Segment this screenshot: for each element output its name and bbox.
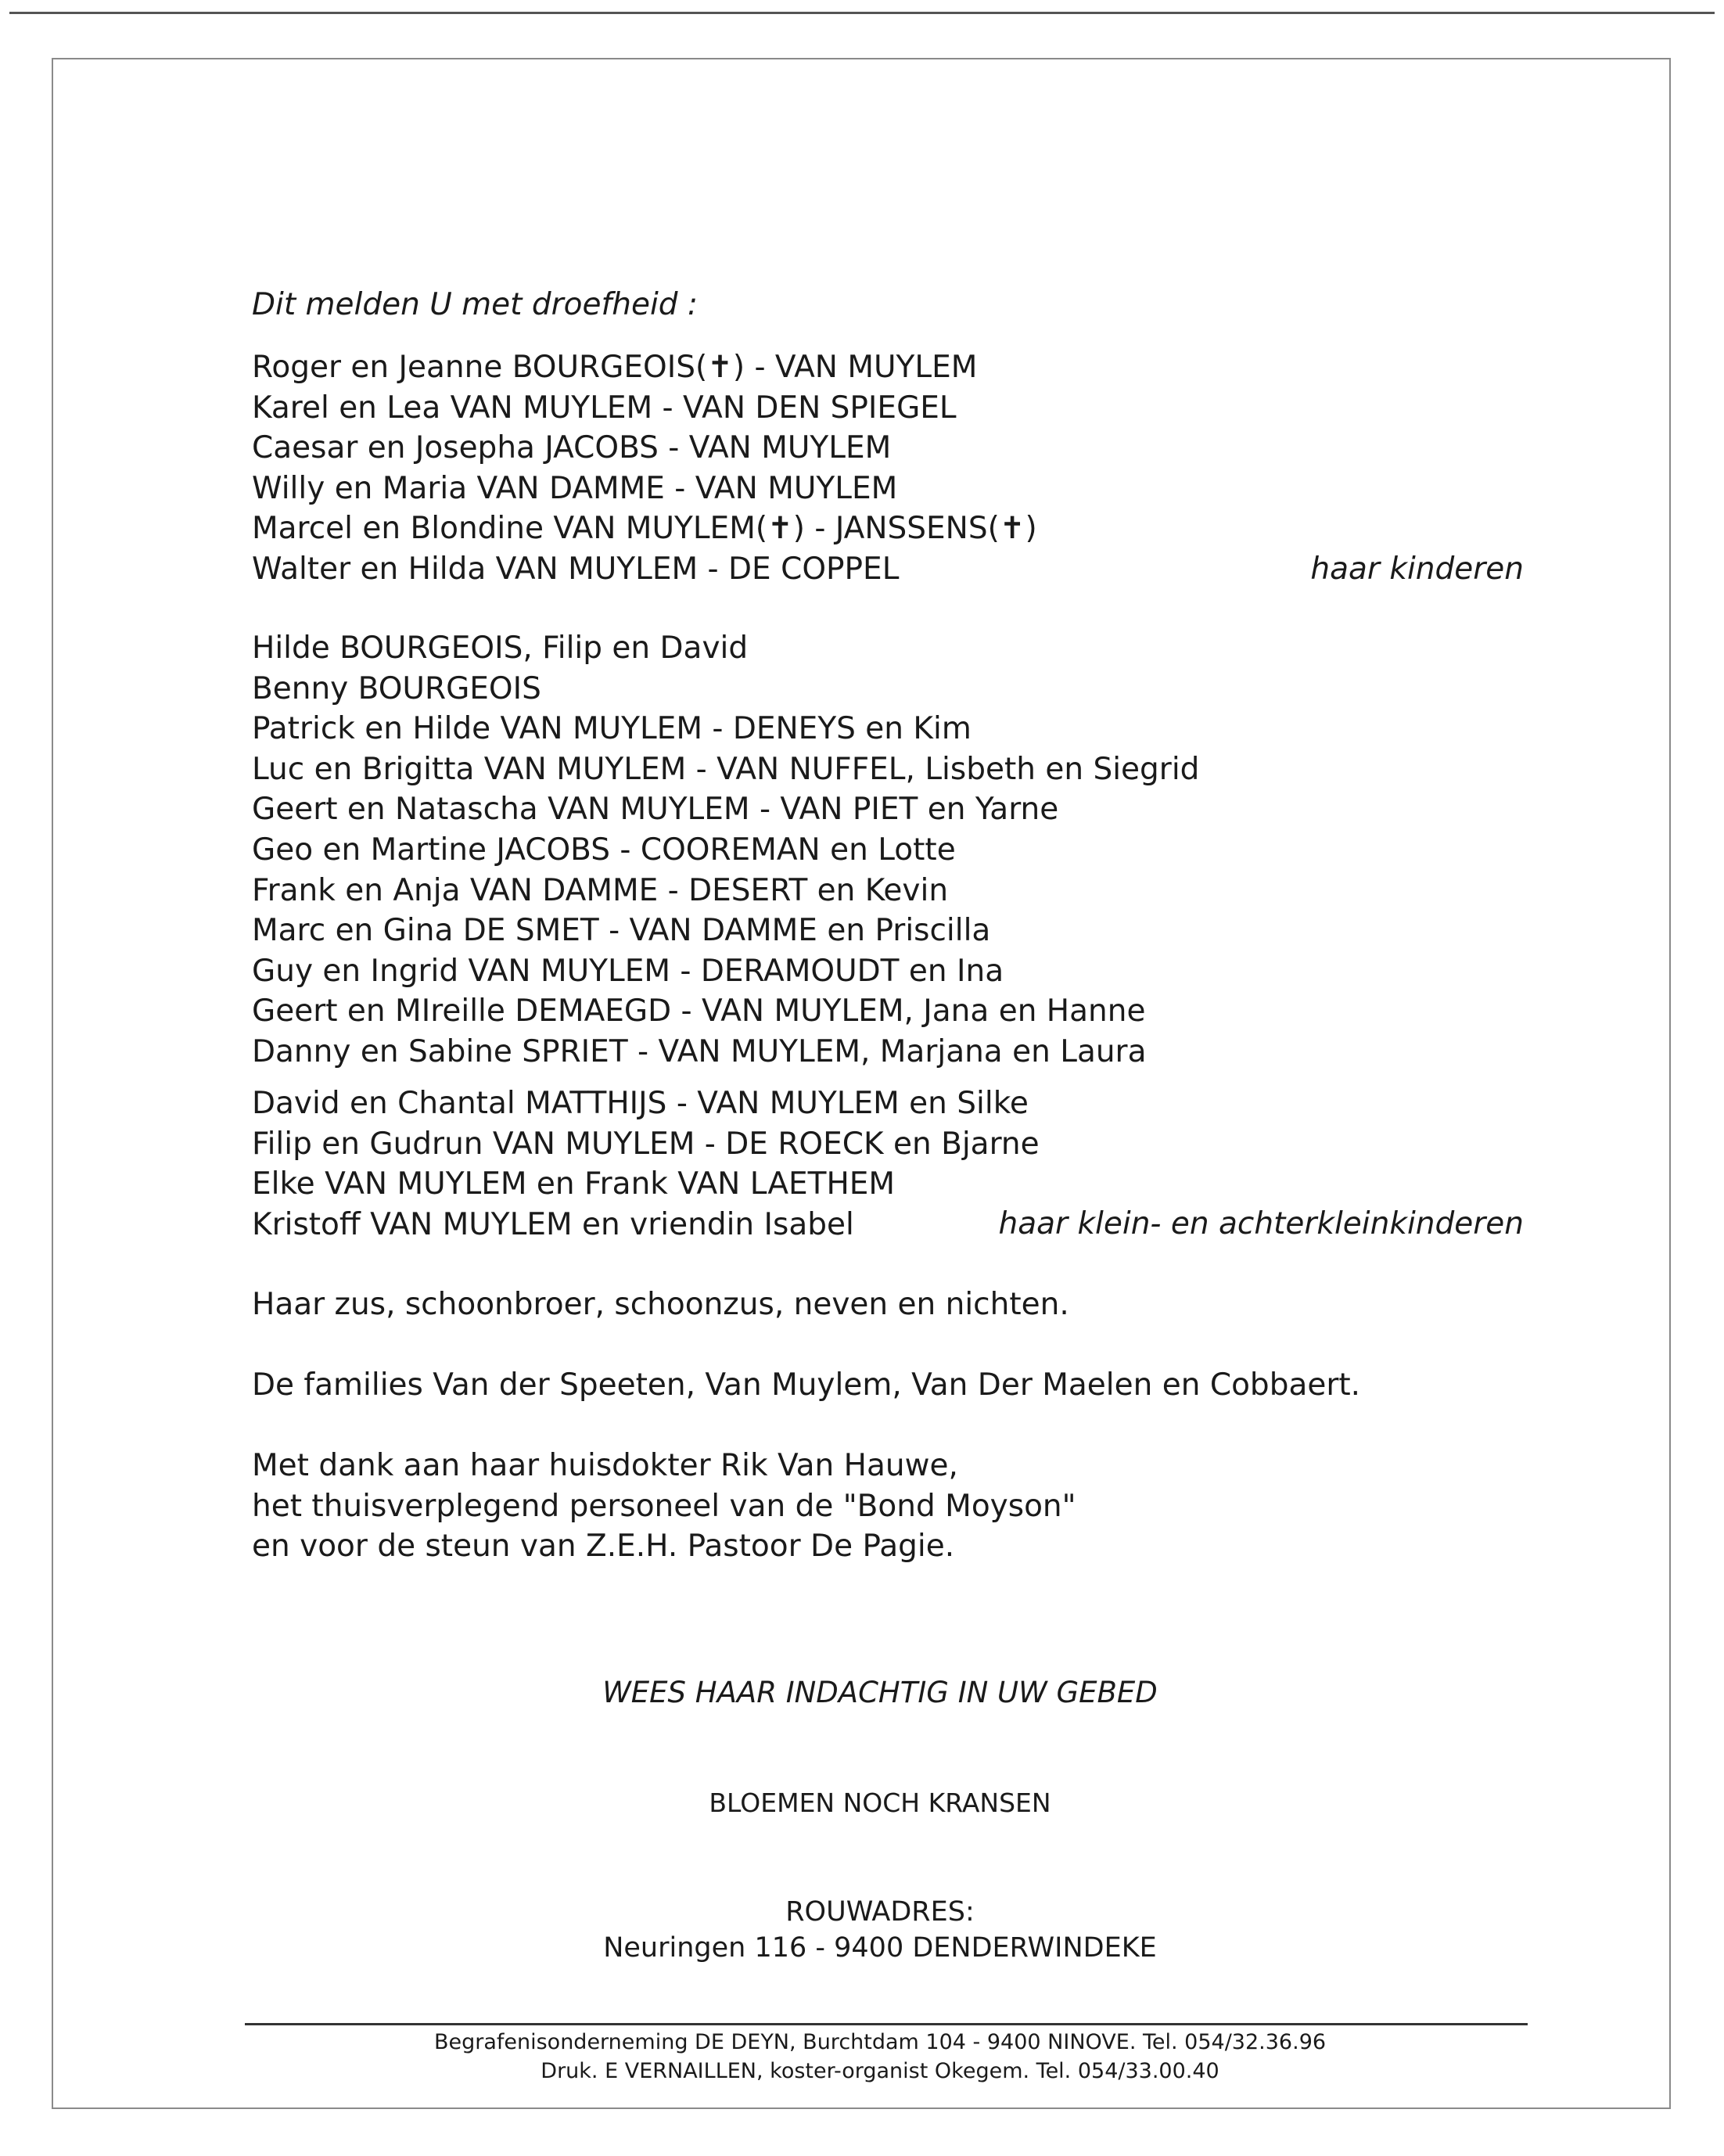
- families-text: De families Van der Speeten, Van Muylem, Van Der Maelen en Cobbaert.: [252, 1367, 1361, 1403]
- list-item: Geert en MIreille DEMAEGD - VAN MUYLEM, Jana en Hanne: [252, 994, 1146, 1029]
- grandchildren-list: [252, 628, 1199, 1073]
- siblings-text: Haar zus, schoonbroer, schoonzus, neven en nichten.: [252, 1287, 1069, 1322]
- list-item: Benny BOURGEOIS: [252, 670, 541, 706]
- list-item: Marc en Gina DE SMET - VAN DAMME en Priscilla: [252, 913, 991, 949]
- children-list: [252, 347, 1037, 590]
- thanks-line: Met dank aan haar huisdokter Rik Van Hauwe,: [252, 1448, 958, 1483]
- flowers-text: BLOEMEN NOCH KRANSEN: [709, 1788, 1051, 1818]
- list-item: Karel en Lea VAN MUYLEM - VAN DEN SPIEGEL: [252, 390, 957, 426]
- list-item: Geo en Martine JACOBS - COOREMAN en Lotte: [252, 832, 956, 868]
- address-label: ROUWADRES:: [785, 1896, 975, 1928]
- list-item: Willy en Maria VAN DAMME - VAN MUYLEM: [252, 470, 898, 506]
- list-item: Kristoff VAN MUYLEM en vriendin Isabel: [252, 1206, 854, 1242]
- top-rule: [9, 12, 1715, 14]
- footer-printer: Druk. E VERNAILLEN, koster-organist Okegem. Tel. 054/33.00.40: [541, 2059, 1219, 2083]
- list-item: Elke VAN MUYLEM en Frank VAN LAETHEM: [252, 1166, 896, 1202]
- thanks-line: en voor de steun van Z.E.H. Pastoor De Pagie.: [252, 1529, 955, 1565]
- grandchildren-list-2: [252, 1083, 1040, 1245]
- address-text: Neuringen 116 - 9400 DENDERWINDEKE: [603, 1932, 1157, 1964]
- list-item: Caesar en Josepha JACOBS - VAN MUYLEM: [252, 430, 892, 466]
- grandchildren-role: haar klein- en achterkleinkinderen: [998, 1206, 1524, 1241]
- list-item: Roger en Jeanne BOURGEOIS(✝) - VAN MUYLEM: [252, 350, 978, 385]
- list-item: Patrick en Hilde VAN MUYLEM - DENEYS en Kim: [252, 711, 972, 747]
- list-item: Filip en Gudrun VAN MUYLEM - DE ROECK en Bjarne: [252, 1126, 1040, 1162]
- list-item: Luc en Brigitta VAN MUYLEM - VAN NUFFEL, Lisbeth en Siegrid: [252, 751, 1200, 787]
- list-item: Marcel en Blondine VAN MUYLEM(✝) - JANSSENS(✝): [252, 511, 1037, 547]
- thanks-line: het thuisverplegend personeel van de "Bond Moyson": [252, 1488, 1076, 1524]
- thanks-block: [252, 1446, 1076, 1567]
- list-item: Frank en Anja VAN DAMME - DESERT en Kevin: [252, 872, 949, 908]
- remember-text: WEES HAAR INDACHTIG IN UW GEBED: [602, 1676, 1158, 1709]
- list-item: Geert en Natascha VAN MUYLEM - VAN PIET en Yarne: [252, 792, 1059, 828]
- intro-text: Dit melden U met droefheid :: [252, 287, 699, 322]
- list-item: Hilde BOURGEOIS, Filip en David: [252, 631, 749, 666]
- list-item: Danny en Sabine SPRIET - VAN MUYLEM, Marjana en Laura: [252, 1033, 1147, 1069]
- bottom-rule: [245, 2023, 1528, 2025]
- children-role: haar kinderen: [1310, 552, 1524, 587]
- list-item: David en Chantal MATTHIJS - VAN MUYLEM en Silke: [252, 1086, 1029, 1121]
- list-item: Walter en Hilda VAN MUYLEM - DE COPPEL: [252, 551, 900, 587]
- footer-undertaker: Begrafenisonderneming DE DEYN, Burchtdam 104 - 9400 NINOVE. Tel. 054/32.36.96: [433, 2030, 1327, 2054]
- list-item: Guy en Ingrid VAN MUYLEM - DERAMOUDT en Ina: [252, 953, 1004, 989]
